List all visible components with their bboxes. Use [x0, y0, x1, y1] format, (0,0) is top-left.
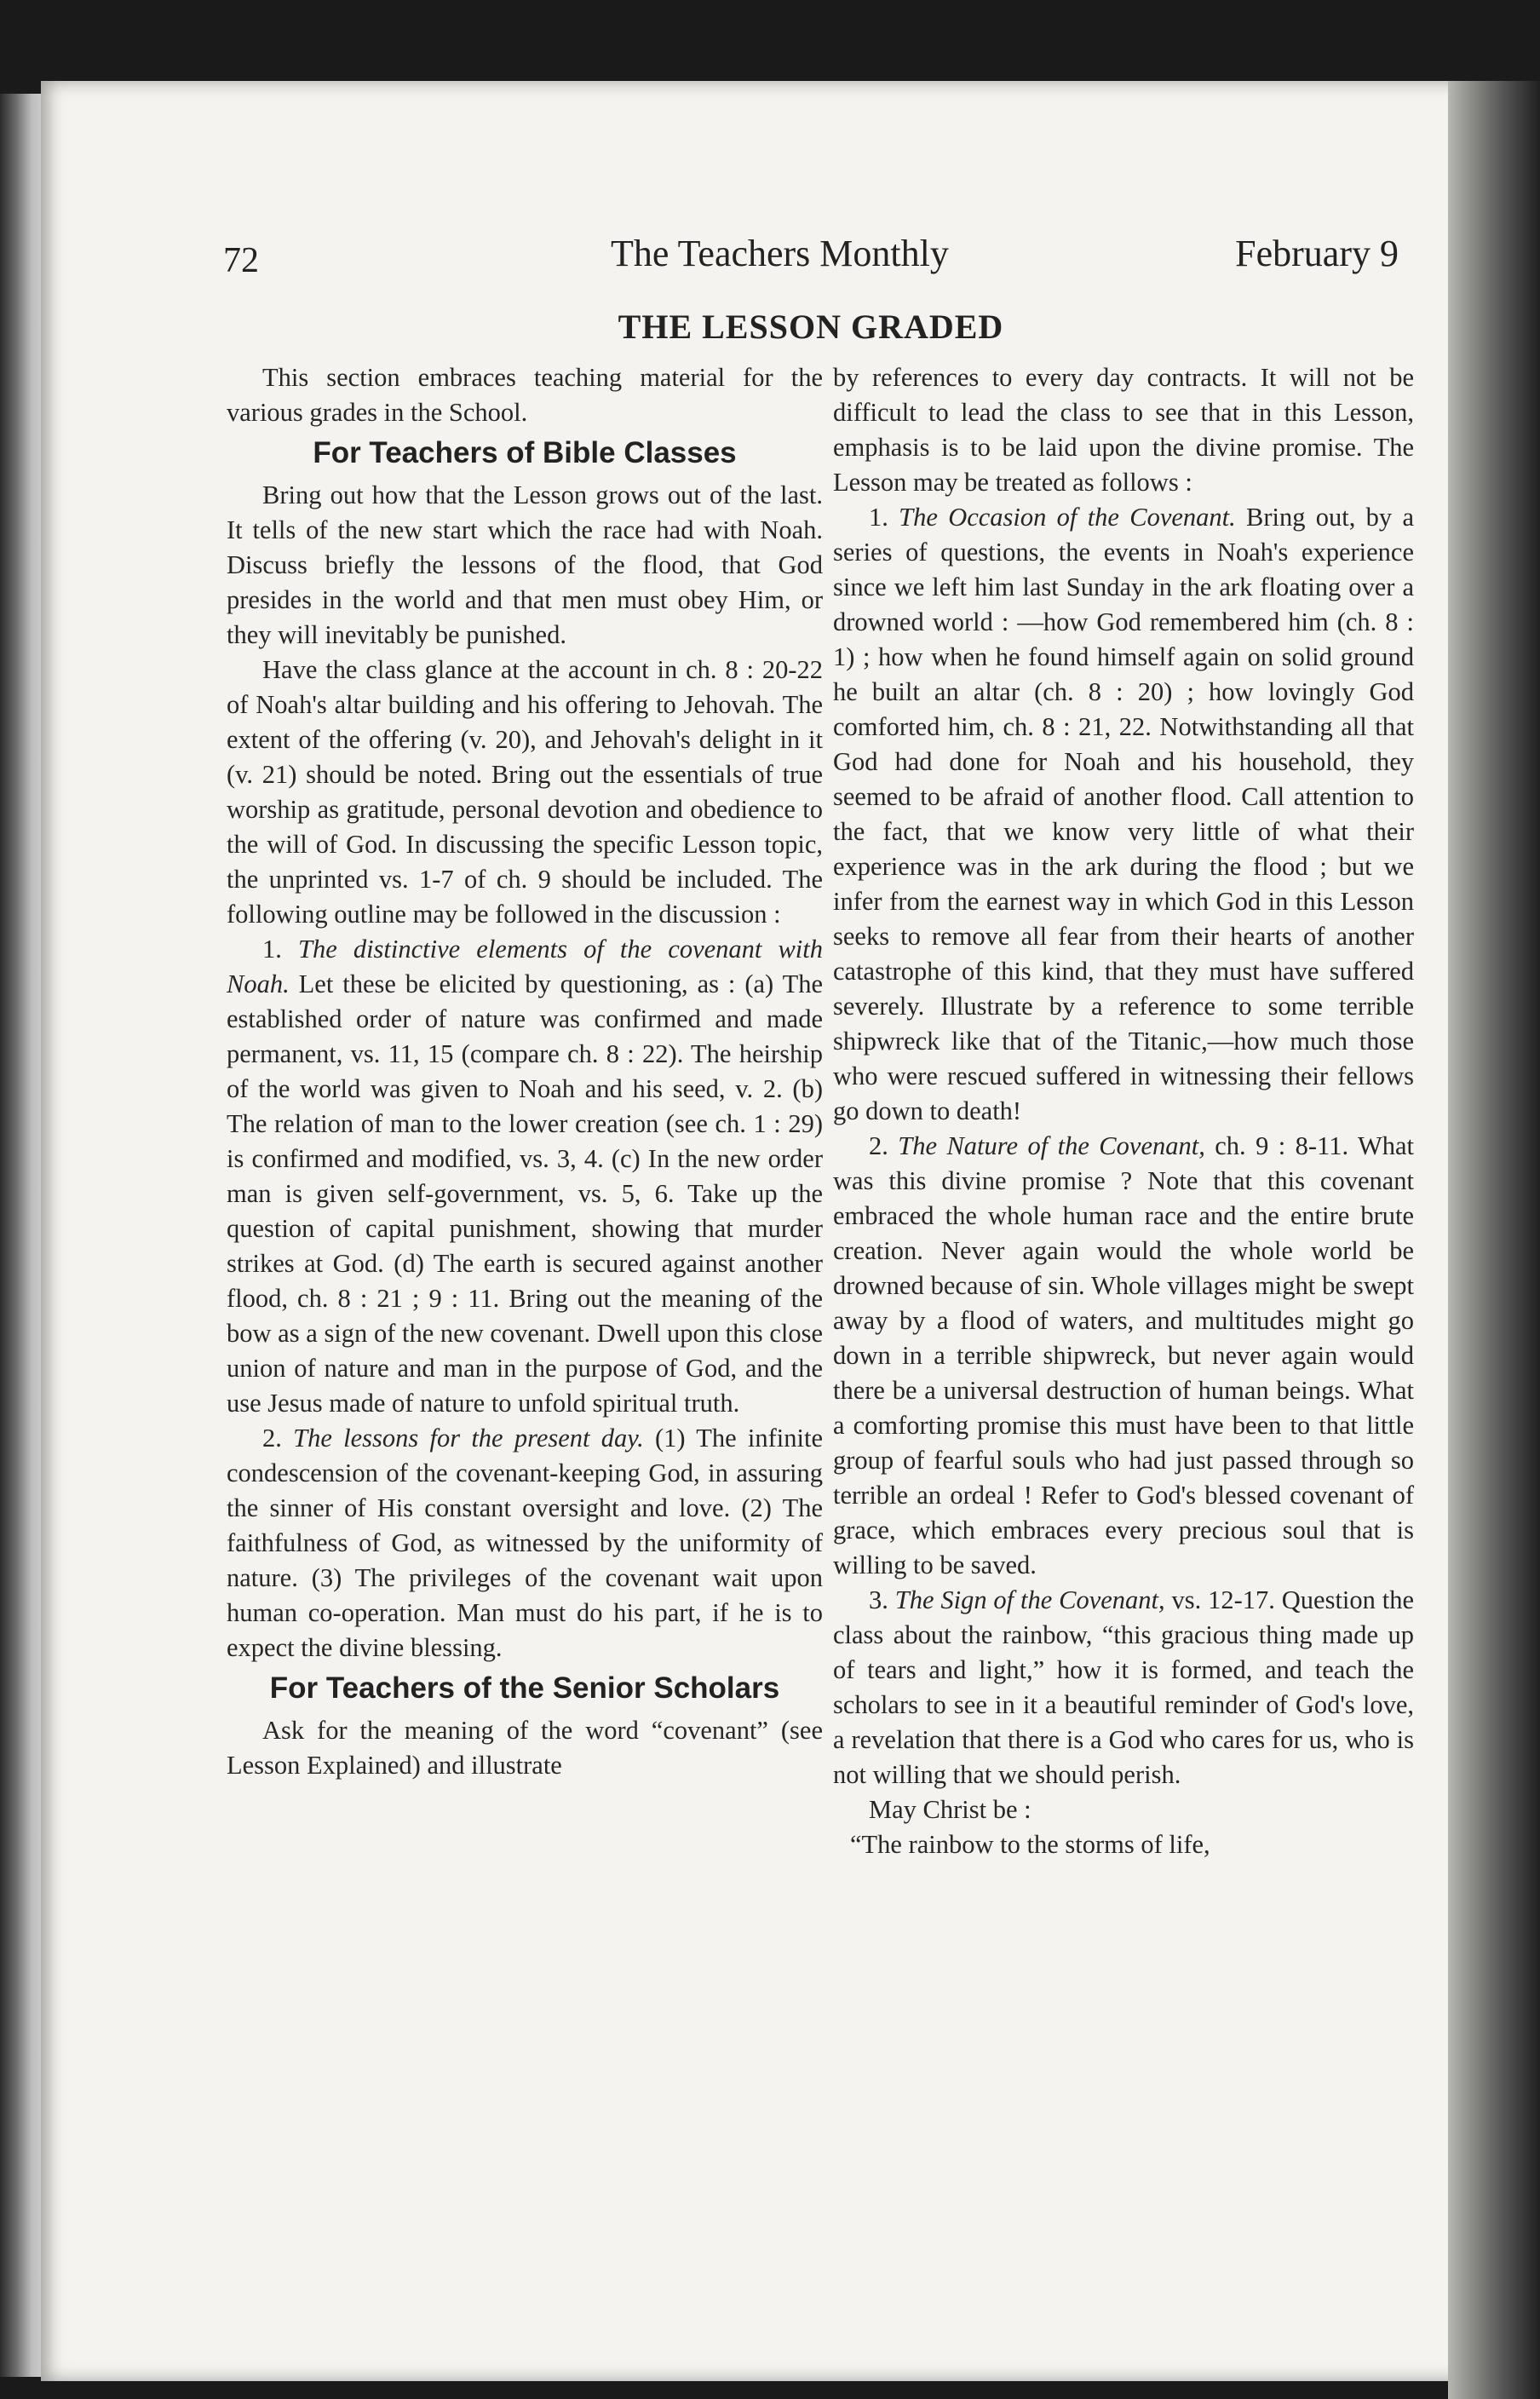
right-column — [833, 360, 1414, 1862]
paragraph: by references to every day contracts. It will not be difficult to lead the class to see that in this Lesson, emphasis is to be laid upon the divine promise. The Lesson may be treated as follows : — [833, 363, 1414, 497]
paragraph: Bring out how that the Lesson grows out of the last. It tells of the new start which the race had with Noah. Discuss briefly the lessons of the flood, that God presides in the world and that men must obey Him, or they will inevitably be punished. — [227, 480, 823, 649]
item-number: 3. — [869, 1585, 895, 1614]
paragraph: Have the class glance at the account in ch. 8 : 20-22 of Noah's altar building and his offering to Jehovah. The extent of the offering (v. 20), and Jehovah's delight in it (v. 21) should be noted. Bring out the essentials of true worship as gratitude, personal devotion and obedience to the will of God. In discussing the specific Lesson topic, the unprinted vs. 1-7 of ch. 9 should be included. The following outline may be followed in the discussion : — [227, 655, 823, 929]
quote-line: “The rainbow to the storms of life, — [850, 1830, 1210, 1859]
paragraph — [833, 1129, 1414, 1583]
item-number: 1. — [869, 503, 899, 532]
paragraph — [227, 1421, 823, 1665]
item-text: Let these be elicited by questioning, as : (a) The established order of nature was confirmed and made permanent, vs. 11, 15 (compare ch. 8 : 22). The heirship of the world was given to Noah and his seed, v. 2. (b) The relation of man to the lower creation (see ch. 1 : 29) is confirmed and modified, vs. 3, 4. (c) In the new order man is given self-government, vs. 5, 6. Take up the question of capital punishment, showing that murder strikes at God. (d) The earth is secured against another flood, ch. 8 : 21 ; 9 : 11. Bring out the meaning of the bow as a sign of the new covenant. Dwell upon this close union of nature and man in the purpose of God, and the use Jesus made of nature to unfold spiritual truth. — [227, 969, 823, 1418]
item-heading: The lessons for the present day. — [293, 1424, 644, 1453]
paragraph: Ask for the meaning of the word “covenant” (see Lesson Explained) and illustrate — [227, 1716, 823, 1780]
item-number: 2. — [869, 1131, 899, 1160]
paragraph — [833, 1583, 1414, 1792]
item-text: Bring out, by a series of questions, the events in Noah's experience since we left him last Sunday in the ark floating over a drowned world : —how God remembered him (ch. 8 : 1) ; how when he found himself again on solid ground he built an altar (ch. 8 : 20) ; how lovingly God comforted him, ch. 8 : 21, 22. Notwithstanding all that God had done for Noah and his household, they seemed to be afraid of another flood. Call attention to the fact, that we know very little of what their experience was in the ark during the flood ; but we infer from the earnest way in which God in this Lesson seeks to remove all fear from their hearts of another catastrophe of this kind, that they must have suffered severely. Illustrate by a reference to some terrible shipwreck like that of the Titanic,—how much those who were rescued suffered in witnessing their fellows go down to death! — [833, 503, 1414, 1125]
item-number: 1. — [262, 935, 298, 964]
item-heading: The Nature of the Covenant, — [898, 1131, 1205, 1160]
paragraph: May Christ be : — [869, 1795, 1031, 1824]
item-heading: The Sign of the Covenant, — [894, 1585, 1165, 1614]
left-column — [227, 360, 823, 1783]
item-number: 2. — [262, 1424, 294, 1453]
page-number: 72 — [223, 241, 259, 280]
item-text: vs. 12-17. Question the class about the rainbow, “this gracious thing made up of tears and light,” how it is formed, and teach the scholars to see in it a beautiful reminder of God's love, a revelation that there is a God who cares for us, who is not willing that we should perish. — [833, 1585, 1415, 1789]
page-header — [223, 232, 1399, 291]
running-title: The Teachers Monthly — [611, 233, 949, 274]
item-text: ch. 9 : 8-11. What was this divine promise ? Note that this covenant embraced the whole human race and the entire brute creation. Never again would the whole world be drowned because of sin. Whole villages might be swept away by a flood of waters, and multitudes might go down in a terrible shipwreck, but never again would there be a universal destruction of human beings. What a comforting promise this must have been to that little group of fearful souls who had just passed through so terrible an ordeal ! Refer to God's blessed covenant of grace, which embraces every precious soul that is willing to be saved. — [833, 1131, 1414, 1579]
item-text: (1) The infinite condescension of the covenant-keeping God, in assuring the sinner of His constant oversight and love. (2) The faithfulness of God, as witnessed by the uniformity of nature. (3) The privileges of the covenant wait upon human co-operation. Man must do his part, if he is to expect the divine blessing. — [227, 1424, 823, 1662]
running-date: February 9 — [1235, 233, 1399, 274]
paragraph — [833, 500, 1414, 1129]
intro-paragraph: This section embraces teaching material for the various grades in the School. — [227, 363, 823, 427]
paragraph — [227, 932, 823, 1421]
scan-right-edge — [1448, 81, 1540, 2399]
item-heading: The Occasion of the Covenant. — [899, 503, 1236, 532]
item-heading: The distinctive elements of the covenant with Noah. — [227, 935, 824, 998]
section-title: THE LESSON GRADED — [618, 308, 1004, 346]
heading-senior-scholars: For Teachers of the Senior Scholars — [269, 1671, 780, 1705]
heading-bible-classes: For Teachers of Bible Classes — [313, 436, 737, 469]
